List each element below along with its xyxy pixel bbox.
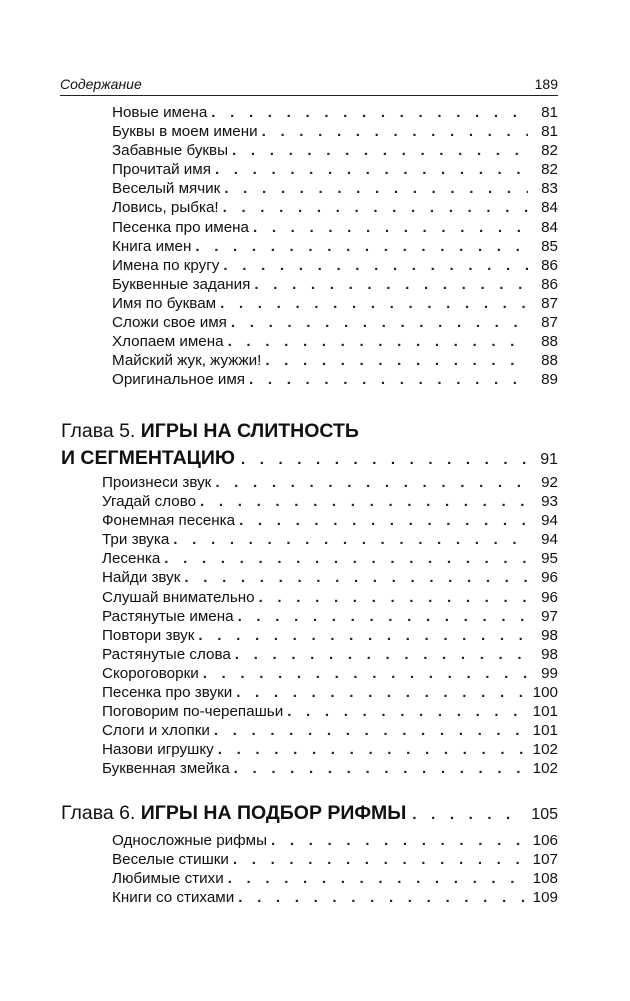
toc-entry <box>0 511 630 530</box>
chapter-6-heading <box>61 800 558 828</box>
toc-entry <box>0 179 630 198</box>
toc-entry-title: Растянутые слова <box>102 645 231 663</box>
toc-entry <box>0 568 630 587</box>
toc-entry-page: 94 <box>541 531 558 549</box>
toc-entry-title: Забавные буквы <box>112 142 229 160</box>
dot-leader <box>228 332 528 351</box>
dot-leader <box>231 313 528 332</box>
chapter-5-title-line2: И СЕГМЕНТАЦИЮ <box>61 447 236 469</box>
dot-leader <box>254 275 528 294</box>
toc-entry-title: Прочитай имя <box>112 161 211 179</box>
toc-entry-title: Ловись, рыбка! <box>112 199 219 217</box>
dot-leader <box>198 626 528 645</box>
toc-entry-title: Хлопаем имена <box>112 333 224 351</box>
toc-entry-title: Слоги и хлопки <box>102 722 210 740</box>
toc-entry-title: Угадай слово <box>102 493 197 511</box>
toc-entry <box>0 103 630 122</box>
toc-entry <box>0 740 630 759</box>
toc-entry <box>0 888 630 907</box>
toc-entry-title: Поговорим по-черепашьи <box>102 703 284 721</box>
dot-leader <box>211 103 528 122</box>
toc-entry <box>0 313 630 332</box>
dot-leader <box>220 294 528 313</box>
toc-entry-page: 108 <box>532 870 558 888</box>
toc-entry <box>0 607 630 626</box>
toc-entry-title: Сложи свое имя <box>112 314 227 332</box>
dot-leader <box>203 664 528 683</box>
toc-entry-page: 102 <box>532 741 558 759</box>
dot-leader <box>236 683 528 702</box>
toc-entry <box>0 218 630 237</box>
toc-entry-page: 84 <box>541 199 558 217</box>
dot-leader <box>265 351 528 370</box>
dot-leader <box>200 492 528 511</box>
toc-entry <box>0 664 630 683</box>
dot-leader <box>214 721 528 740</box>
toc-entry-title: Песенка про звуки <box>102 684 233 702</box>
toc-entry-page: 95 <box>541 550 558 568</box>
toc-entry-title: Песенка про имена <box>112 218 249 236</box>
toc-entry-page: 109 <box>532 889 558 907</box>
toc-entry-page: 99 <box>541 664 558 682</box>
toc-entry-page: 100 <box>532 684 558 702</box>
toc-entry-page: 84 <box>541 218 558 236</box>
dot-leader <box>233 850 528 869</box>
chapter-6-title: ИГРЫ НА ПОДБОР РИФМЫ <box>140 802 407 824</box>
toc-entry <box>0 237 630 256</box>
toc-entry-title: Слушай внимательно <box>102 588 255 606</box>
dot-leader <box>164 549 528 568</box>
toc-entry-page: 94 <box>541 512 558 530</box>
dot-leader <box>215 473 528 492</box>
toc-entry-title: Односложные рифмы <box>112 832 267 849</box>
toc-entry-page: 86 <box>541 275 558 293</box>
dot-leader <box>218 740 528 759</box>
toc-entry-page: 88 <box>541 333 558 351</box>
chapter-6-page: 105 <box>531 806 558 823</box>
toc-entry-page: 107 <box>532 851 558 869</box>
toc-entry <box>0 831 630 850</box>
toc-entry <box>0 721 630 740</box>
toc-entry <box>0 850 630 869</box>
toc-entry-page: 93 <box>541 493 558 511</box>
toc-entry <box>0 122 630 141</box>
chapter-5-title-line1: ИГРЫ НА СЛИТНОСТЬ <box>140 420 359 442</box>
toc-entry <box>0 198 630 217</box>
toc-entry <box>0 370 630 389</box>
toc-entry-page: 81 <box>541 104 558 121</box>
toc-entry-title: Буквы в моем имени <box>112 123 258 141</box>
dot-leader <box>259 588 528 607</box>
toc-entry-title: Скороговорки <box>102 664 199 682</box>
dot-leader <box>228 869 528 888</box>
toc-entry-title: Три звука <box>102 531 170 549</box>
page-header <box>60 70 558 96</box>
toc-entry <box>0 492 630 511</box>
toc-entry-title: Имя по буквам <box>112 294 217 312</box>
toc-section-sounds <box>0 473 630 779</box>
toc-entry-page: 101 <box>532 703 558 721</box>
toc-entry-page: 81 <box>541 123 558 141</box>
toc-entry <box>0 645 630 664</box>
toc-entry <box>0 160 630 179</box>
chapter-6-leader <box>412 801 525 828</box>
toc-entry-page: 82 <box>541 161 558 179</box>
page-number: 189 <box>534 76 558 92</box>
dot-leader <box>262 122 528 141</box>
toc-entry <box>0 702 630 721</box>
toc-entry <box>0 759 630 778</box>
toc-entry <box>0 332 630 351</box>
dot-leader <box>271 831 528 850</box>
toc-entry-page: 98 <box>541 626 558 644</box>
toc-section-rhymes <box>0 831 630 907</box>
toc-entry-title: Произнеси звук <box>102 474 212 491</box>
toc-entry-page: 87 <box>541 294 558 312</box>
chapter-5-page: 91 <box>540 451 558 468</box>
dot-leader <box>287 702 528 721</box>
toc-entry <box>0 256 630 275</box>
toc-entry-title: Назови игрушку <box>102 741 214 759</box>
toc-entry-page: 88 <box>541 352 558 370</box>
toc-entry <box>0 141 630 160</box>
dot-leader <box>239 511 528 530</box>
toc-entry-title: Новые имена <box>112 104 208 121</box>
dot-leader <box>253 218 528 237</box>
toc-entry-page: 86 <box>541 256 558 274</box>
dot-leader <box>215 160 528 179</box>
chapter-5-leader <box>241 446 534 473</box>
toc-entry <box>0 683 630 702</box>
toc-entry-title: Найди звук <box>102 569 181 587</box>
toc-entry-page: 92 <box>541 474 558 491</box>
toc-entry-title: Лесенка <box>102 550 161 568</box>
toc-entry-title: Веселые стишки <box>112 851 229 869</box>
dot-leader <box>173 530 528 549</box>
toc-entry-page: 97 <box>541 607 558 625</box>
toc-entry <box>0 869 630 888</box>
dot-leader <box>249 370 528 389</box>
toc-entry <box>0 351 630 370</box>
toc-entry-page: 106 <box>532 832 558 849</box>
toc-entry-title: Любимые стихи <box>112 870 224 888</box>
toc-entry <box>0 294 630 313</box>
toc-entry-title: Книга имен <box>112 237 192 255</box>
dot-leader <box>234 759 528 778</box>
toc-entry-title: Фонемная песенка <box>102 512 236 530</box>
toc-entry-page: 83 <box>541 180 558 198</box>
toc-entry-page: 101 <box>532 722 558 740</box>
toc-entry <box>0 473 630 492</box>
toc-entry-title: Растянутые имена <box>102 607 234 625</box>
toc-entry-page: 96 <box>541 588 558 606</box>
chapter-5-heading <box>61 418 558 473</box>
toc-entry-title: Майский жук, жужжи! <box>112 352 262 370</box>
dot-leader <box>238 888 528 907</box>
toc-entry-page: 82 <box>541 142 558 160</box>
toc-entry-page: 98 <box>541 645 558 663</box>
toc-entry-title: Имена по кругу <box>112 256 220 274</box>
toc-entry-title: Буквенные задания <box>112 275 251 293</box>
toc-entry <box>0 626 630 645</box>
dot-leader <box>235 645 528 664</box>
toc-entry-page: 102 <box>532 760 558 778</box>
toc-entry-title: Повтори звук <box>102 626 195 644</box>
dot-leader <box>223 198 528 217</box>
chapter-6-prefix: Глава 6. <box>61 802 136 824</box>
toc-entry-title: Книги со стихами <box>112 889 235 907</box>
toc-entry <box>0 588 630 607</box>
dot-leader <box>232 141 528 160</box>
toc-entry-page: 87 <box>541 314 558 332</box>
toc-entry <box>0 530 630 549</box>
toc-entry <box>0 549 630 568</box>
chapter-5-prefix: Глава 5. <box>61 420 136 442</box>
toc-entry-title: Буквенная змейка <box>102 760 230 778</box>
toc-entry <box>0 275 630 294</box>
dot-leader <box>238 607 528 626</box>
toc-entry-title: Веселый мячик <box>112 180 221 198</box>
toc-entry-title: Оригинальное имя <box>112 371 246 389</box>
running-title: Содержание <box>60 76 142 92</box>
dot-leader <box>184 568 528 587</box>
toc-section-names <box>0 103 630 389</box>
dot-leader <box>223 256 528 275</box>
toc-entry-page: 89 <box>541 371 558 389</box>
toc-entry-page: 96 <box>541 569 558 587</box>
dot-leader <box>195 237 528 256</box>
dot-leader <box>224 179 528 198</box>
toc-entry-page: 85 <box>541 237 558 255</box>
